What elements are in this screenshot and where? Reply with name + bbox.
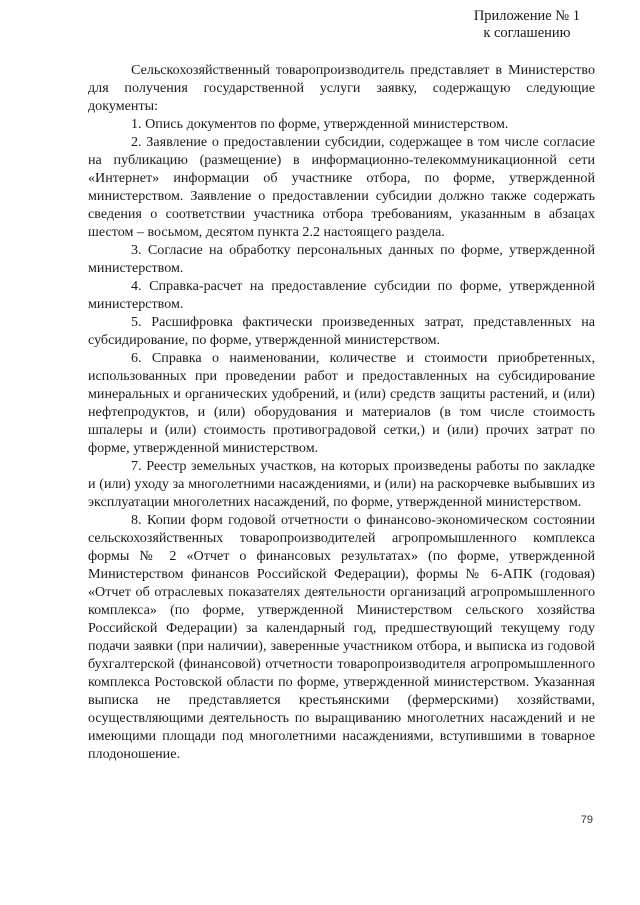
intro-paragraph: Сельскохозяйственный товаропроизводитель представляет в Министерство для получения государственной услуги заявку, содержащую следующие документы: [88, 62, 595, 114]
list-item-3: 3. Согласие на обработку персональных данных по форме, утвержденной министерством. [88, 242, 595, 276]
list-item-2: 2. Заявление о предоставлении субсидии, содержащее в том числе согласие на публикацию (размещение) в информационно-телекоммуникационной сети «Интернет» информации об участнике отбора, по форме, утвержденной министерством. Заявление о предоставлении субсидии должно также содержать сведения о соответствии участника отбора требованиям, указанным в абзацах шестом – восьмом, десятом пункта 2.2 настоящего раздела. [88, 134, 595, 240]
page-number: 79 [580, 814, 593, 826]
list-item-4: 4. Справка-расчет на предоставление субсидии по форме, утвержденной министерством. [88, 278, 595, 312]
attachment-title: Приложение № 1 [473, 8, 580, 24]
list-item-8: 8. Копии форм годовой отчетности о финансово-экономическом состоянии сельскохозяйственных товаропроизводителей агропромышленного комплекса формы № 2 «Отчет о финансовых результатах» (по форме, утвержденной Министерством финансов Российской Федерации), формы № 6-АПК (годовая) «Отчет об отраслевых показателях деятельности организаций агропромышленного комплекса» (по форме, утвержденной Министерством сельского хозяйства Российской Федерации) за календарный год, предшествующий текущему году подачи заявки (при наличии), заверенные участником отбора, и выписка из годовой бухгалтерской (финансовой) отчетности товаропроизводителя агропромышленного комплекса Ростовской области по форме, утвержденной министерством. Указанная выписка не представляется крестьянскими (фермерскими) хозяйствами, осуществляющими деятельность по выращиванию многолетних насаждений и не имеющими площади под многолетними насаждениями, вступившими в товарное плодоношение. [88, 512, 595, 762]
document-body [88, 61, 595, 763]
list-item-5: 5. Расшифровка фактически произведенных затрат, представленных на субсидирование, по форме, утвержденной министерством. [88, 314, 595, 348]
list-item-6: 6. Справка о наименовании, количестве и стоимости приобретенных, использованных при проведении работ и предоставленных на субсидирование минеральных и органических удобрений, и (или) средств защиты растений, и (или) нефтепродуктов, и (или) оборудования и материалов (в том числе стоимость шпалеры и (или) стоимость противоградовой сетки,) и (или) прочих затрат по форме, утвержденной министерством. [88, 350, 595, 456]
attachment-subtitle: к соглашению [483, 25, 571, 41]
attachment-header [474, 8, 580, 42]
list-item-1: 1. Опись документов по форме, утвержденной министерством. [131, 116, 509, 132]
list-item-7: 7. Реестр земельных участков, на которых произведены работы по закладке и (или) уходу за многолетними насаждениями, и (или) на раскорчевке выбывших из эксплуатации многолетних насаждений, по форме, утвержденной министерством. [88, 458, 595, 510]
